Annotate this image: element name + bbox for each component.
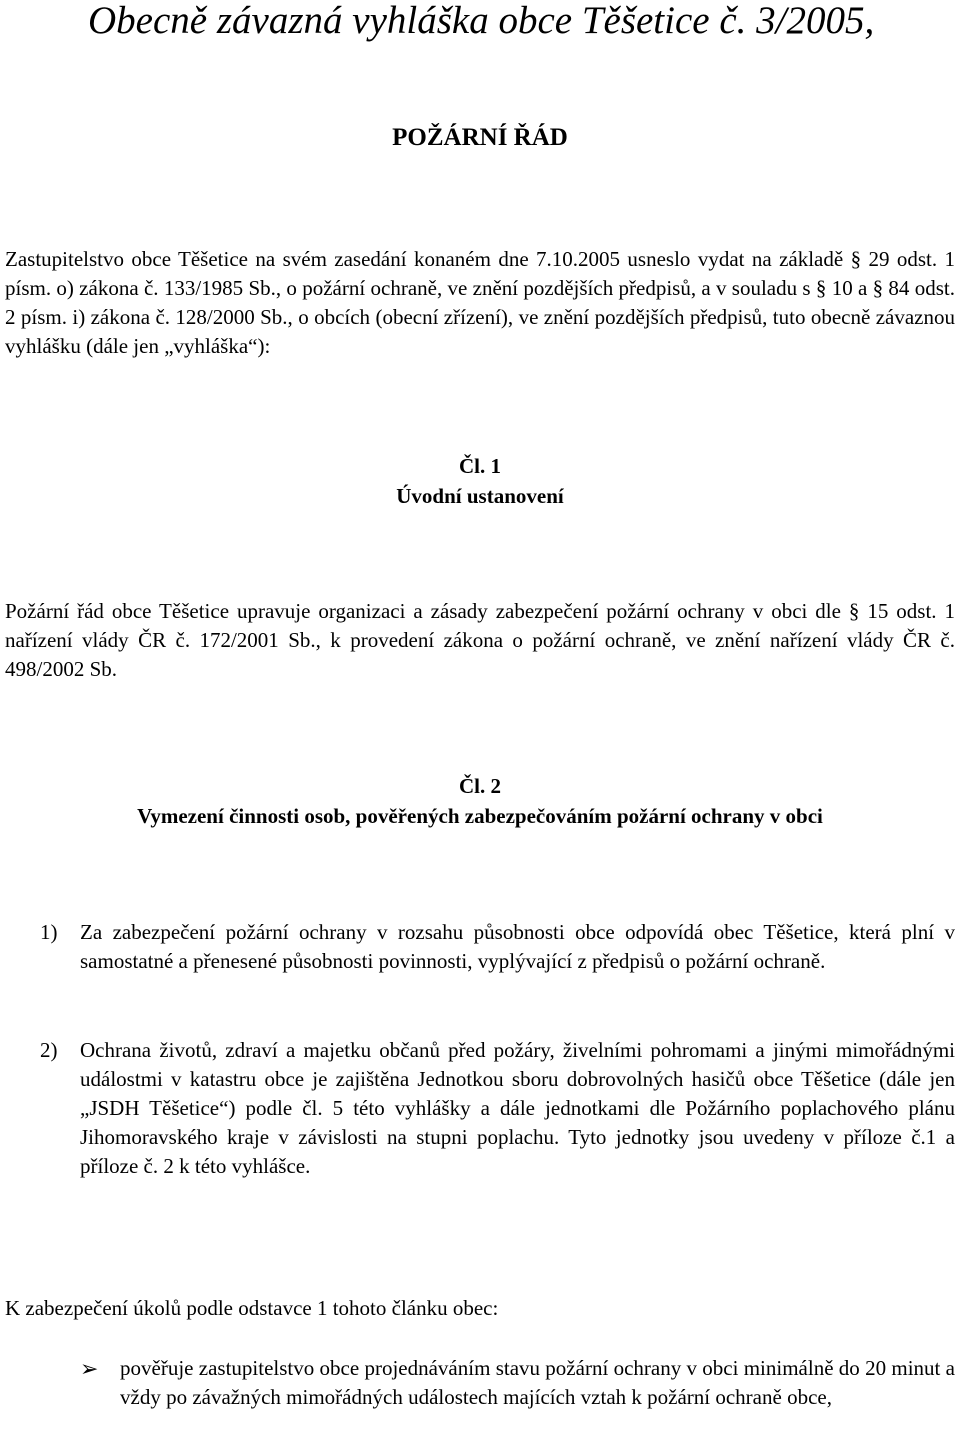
list-item-text: Ochrana životů, zdraví a majetku občanů před požáry, živelními pohromami a jinými mimořádnými událostmi v katastru obce je zajištěna Jednotkou sboru dobrovolných hasičů obce Těšetice (dále jen „JSDH Těšetice“) podle čl. 5 této vyhlášky a dále jednotkami dle Požárního poplachového plánu Jihomoravského kraje v závislosti na stupni poplachu. Tyto jednotky jsou uvedeny v příloze č.1 a příloze č. 2 k této vyhlášce. (80, 1038, 955, 1178)
arrow-bullet-icon: ➢ (80, 1356, 99, 1381)
article-1-number: Čl. 1 (459, 454, 501, 478)
article-1-paragraph: Požární řád obce Těšetice upravuje organizaci a zásady zabezpečení požární ochrany v obci dle § 15 odst. 1 nařízení vlády ČR č. 172/2001 Sb., k provedení zákona o požární ochraně, ve znění nařízení vlády ČR č. 498/2002 Sb. (5, 599, 955, 681)
document-title: Obecně závazná vyhláška obce Těšetice č. 3/2005, (88, 0, 875, 42)
task-item-text: pověřuje zastupitelstvo obce projednáváním stavu požární ochrany v obci minimálně do 20 minut a vždy po závažných mimořádných událostech majících vztah k požární ochraně obce, (120, 1356, 955, 1409)
list-item-text: Za zabezpečení požární ochrany v rozsahu působnosti obce odpovídá obec Těšetice, která plní v samostatné a přenesené působnosti povinnosti, vyplývající z předpisů o požární ochraně. (80, 920, 955, 973)
document-subtitle: POŽÁRNÍ ŘÁD (392, 124, 568, 151)
article-2-heading: Vymezení činnosti osob, pověřených zabezpečováním požární ochrany v obci (137, 804, 823, 828)
article-1-heading: Úvodní ustanovení (396, 484, 564, 508)
preamble-paragraph: Zastupitelstvo obce Těšetice na svém zasedání konaném dne 7.10.2005 usneslo vydat na základě § 29 odst. 1 písm. o) zákona č. 133/1985 Sb., o požární ochraně, ve znění pozdějších předpisů, a v souladu s § 10 a § 84 odst. 2 písm. i) zákona č. 128/2000 Sb., o obcích (obecní zřízení), ve znění pozdějších předpisů, tuto obecně závaznou vyhlášku (dále jen „vyhláška“): (5, 247, 955, 358)
list-item-number: 2) (40, 1038, 58, 1062)
article-2-number: Čl. 2 (459, 774, 501, 798)
tasks-intro: K zabezpečení úkolů podle odstavce 1 tohoto článku obec: (5, 1296, 499, 1320)
list-item-number: 1) (40, 920, 58, 944)
